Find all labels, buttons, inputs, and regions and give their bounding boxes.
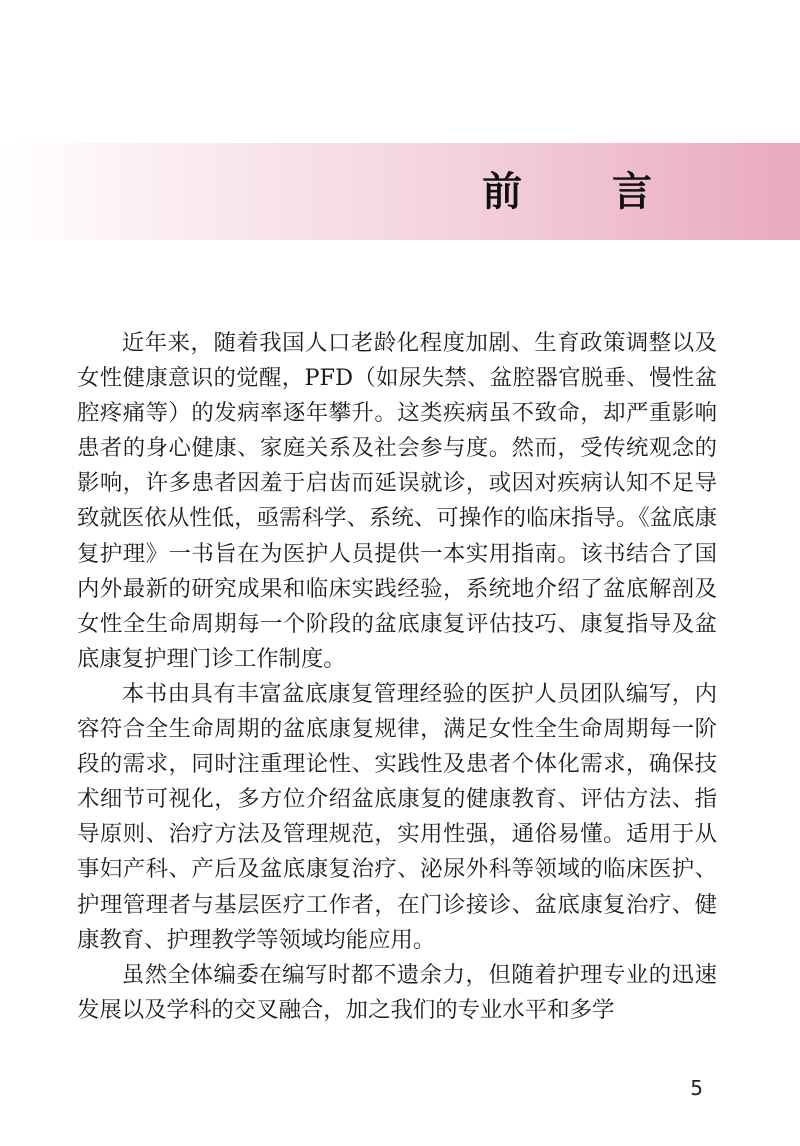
paragraph-3: 虽然全体编委在编写时都不遗余力，但随着护理专业的迅速发展以及学科的交叉融合，加之我们的专业水平和多学 — [77, 961, 717, 1023]
preface-body — [77, 326, 717, 1028]
page-number: 5 — [690, 1076, 703, 1100]
paragraph-1: 近年来，随着我国人口老龄化程度加剧、生育政策调整以及女性健康意识的觉醒，PFD（如尿失禁、盆腔器官脱垂、慢性盆腔疼痛等）的发病率逐年攀升。这类疾病虽不致命，却严重影响患者的身心健康、家庭关系及社会参与度。然而，受传统观念的影响，许多患者因羞于启齿而延误就诊，或因对疾病认知不足导致就医依从性低，亟需科学、系统、可操作的临床指导。《盆底康复护理》一书旨在为医护人员提供一本实用指南。该书结合了国内外最新的研究成果和临床实践经验，系统地介绍了盆底解剖及女性全生命周期每一个阶段的盆底康复评估技巧、康复指导及盆底康复护理门诊工作制度。 — [77, 330, 717, 672]
page-title: 前 言 — [482, 169, 690, 215]
paragraph-2: 本书由具有丰富盆底康复管理经验的医护人员团队编写，内容符合全生命周期的盆底康复规律，满足女性全生命周期每一阶段的需求，同时注重理论性、实践性及患者个体化需求，确保技术细节可视化，多方位介绍盆底康复的健康教育、评估方法、指导原则、治疗方法及管理规范，实用性强，通俗易懂。适用于从事妇产科、产后及盆底康复治疗、泌尿外科等领域的临床医护、护理管理者与基层医疗工作者，在门诊接诊、盆底康复治疗、健康教育、护理教学等领域均能应用。 — [77, 680, 717, 953]
